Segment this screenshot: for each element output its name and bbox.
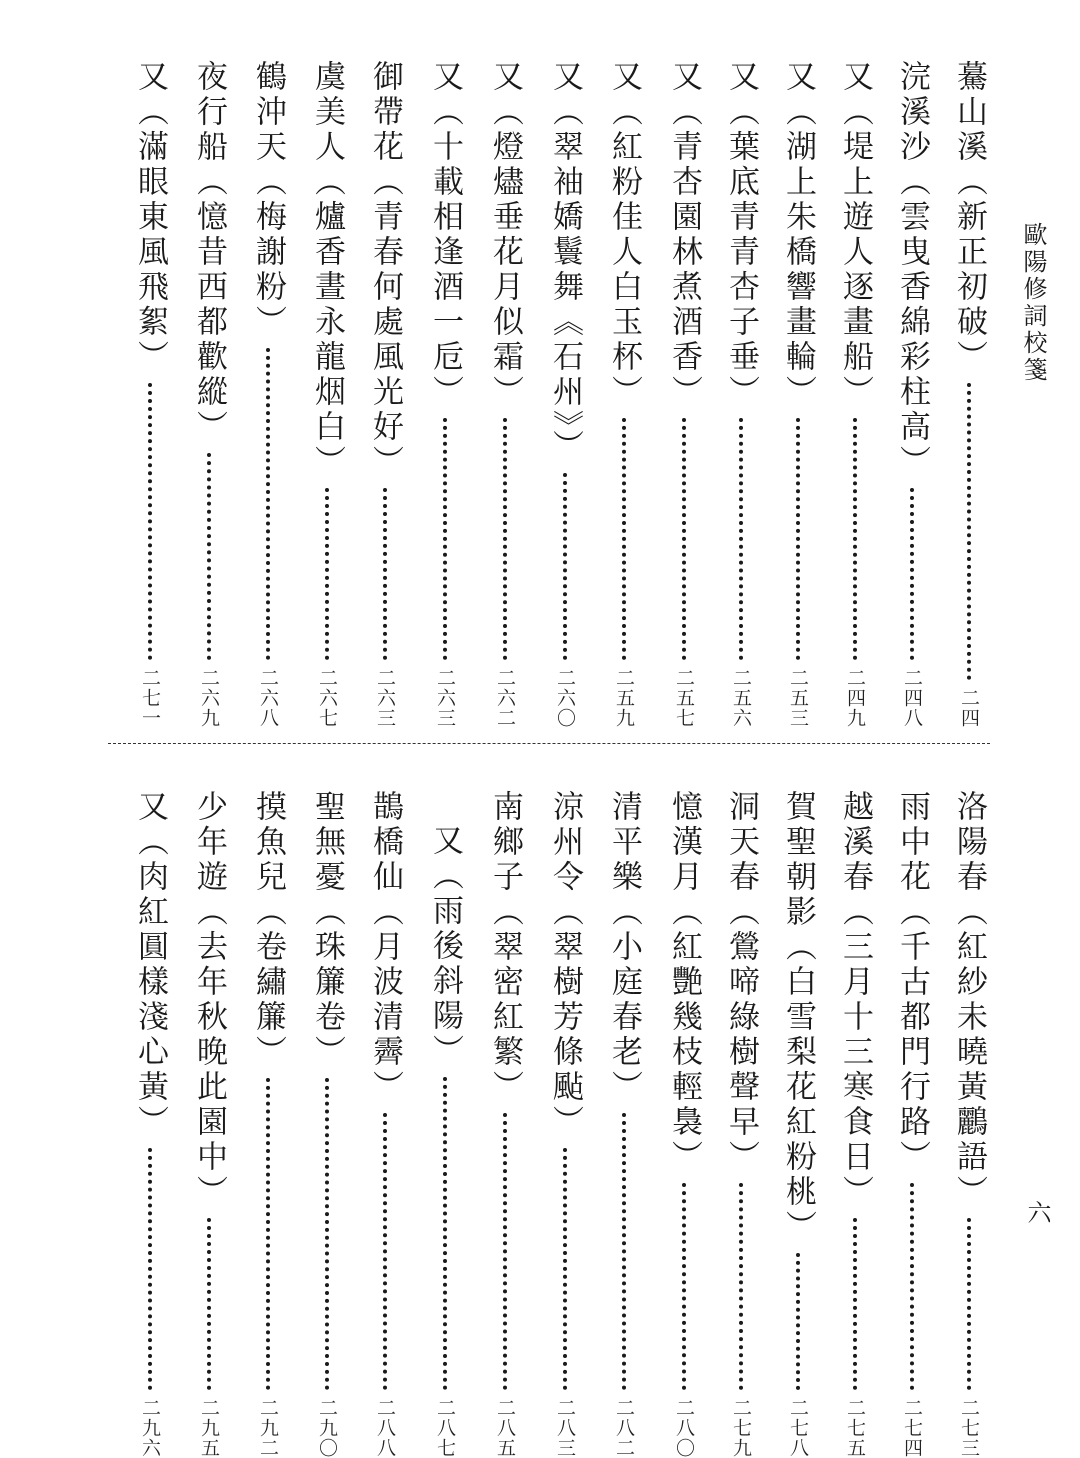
toc-entry-page: 二九五 [198,1398,220,1458]
dot-leader [266,1078,270,1390]
toc-entry [304,60,350,728]
toc-entry-page: 二七三 [958,1398,980,1458]
toc-entry-title: 鵲橋仙（月波清霽） [367,790,403,1105]
dot-leader [682,418,686,660]
toc-entry-title: 清平樂（小庭春老） [606,790,642,1105]
toc-entry-page: 二四九 [844,668,866,728]
toc-entry-title: 賀聖朝影（白雪梨花紅粉桃） [780,790,816,1245]
dot-leader [796,418,800,660]
toc-entry [775,60,821,728]
dot-leader [207,1218,211,1390]
toc-entry-page: 二八五 [494,1398,516,1458]
toc-entry-title: 又（十載相逢酒一卮） [427,60,463,410]
toc-entry [775,790,821,1458]
toc-entry-title: 又（翠袖嬌鬟舞《石州》） [547,60,583,465]
dot-leader [563,473,567,661]
dot-leader [148,1148,152,1390]
toc-entry [186,60,232,728]
toc-entry-page: 二七四 [901,1398,923,1458]
toc-entry [422,790,468,1458]
toc-entry [889,60,935,728]
toc-entry [186,790,232,1458]
dot-leader [443,418,447,660]
toc-entry-page: 二八〇 [673,1398,695,1458]
toc-entry [889,790,935,1458]
toc-entry [718,790,764,1458]
toc-entry-title: 涼州令（翠樹芳條颭） [547,790,583,1140]
dot-leader [266,348,270,660]
toc-entry-page: 二九〇 [316,1398,338,1458]
running-title: 歐陽修詞校箋 [1019,222,1047,384]
toc-entry-page: 二六〇 [554,668,576,728]
toc-entry-title: 鶴沖天（梅謝粉） [250,60,286,340]
toc-entry [362,60,408,728]
section-divider [108,743,990,744]
toc-entry [245,790,291,1458]
dot-leader [207,453,211,660]
toc-entry-title: 夜行船（憶昔西都歡縱） [191,60,227,445]
toc-entry-page: 二六三 [374,668,396,728]
dot-leader [853,1218,857,1390]
toc-entry-title: 聖無憂（珠簾卷） [309,790,345,1070]
toc-entry [661,790,707,1458]
toc-entry-page: 二五三 [787,668,809,728]
toc-entry-title: 虞美人（爐香晝永龍烟白） [309,60,345,480]
dot-leader [503,1113,507,1390]
toc-entry-title: 又（葉底青青杏子垂） [723,60,759,410]
dot-leader [563,1148,567,1390]
toc-entry-page: 二七八 [787,1398,809,1458]
toc-entry [482,60,528,728]
toc-entry-page: 二七五 [844,1398,866,1458]
toc-entry-page: 二八二 [613,1398,635,1458]
toc-entry [127,790,173,1458]
toc-entry-title: 又（堤上遊人逐畫船） [837,60,873,410]
toc-entry [946,790,992,1458]
dot-leader [503,418,507,660]
toc-entry-page: 二九六 [139,1398,161,1458]
toc-entry-page: 二六三 [434,668,456,728]
toc-entry-title: 浣溪沙（雲曳香綿彩柱高） [894,60,930,480]
toc-entry-title: 越溪春（三月十三寒食日） [837,790,873,1210]
toc-entry-title: 雨中花（千古都門行路） [894,790,930,1175]
dot-leader [622,418,626,660]
dot-leader [967,1218,971,1390]
dot-leader [622,1113,626,1390]
toc-entry [946,60,992,728]
toc-entry-title: 憶漢月（紅艷幾枝輕裊） [666,790,702,1175]
dot-leader [967,383,971,680]
toc-entry-page: 二八七 [434,1398,456,1458]
toc-entry [601,790,647,1458]
toc-entry-title: 又（湖上朱橋響畫輪） [780,60,816,410]
toc-entry-page: 二六八 [257,668,279,728]
toc-entry [362,790,408,1458]
dot-leader [739,418,743,660]
dot-leader [682,1183,686,1390]
page-number: 六 [1023,1200,1051,1224]
toc-entry [542,60,588,728]
dot-leader [796,1253,800,1390]
toc-entry-page: 二四八 [901,668,923,728]
toc-entry-title: 又（青杏園林煮酒香） [666,60,702,410]
toc-entry-page: 二九二 [257,1398,279,1458]
dot-leader [325,1078,329,1390]
toc-entry [718,60,764,728]
toc-entry [245,60,291,728]
toc-entry [661,60,707,728]
toc-entry-page: 二八三 [554,1398,576,1458]
dot-leader [910,488,914,660]
toc-entry-page: 二五六 [730,668,752,728]
toc-entry-page: 二六二 [494,668,516,728]
dot-leader [383,488,387,660]
toc-entry-title: 少年遊（去年秋晚此園中） [191,790,227,1210]
dot-leader [148,383,152,660]
toc-entry-title: 又（燈燼垂花月似霜） [487,60,523,410]
toc-entry-page: 二四 [958,688,980,728]
dot-leader [443,1077,447,1390]
toc-entry-title: 又（紅粉佳人白玉杯） [606,60,642,410]
toc-entry [127,60,173,728]
toc-entry-title: 又（雨後斜陽） [427,824,463,1069]
toc-entry-title: 又（肉紅圓樣淺心黃） [132,790,168,1140]
toc-entry-page: 二七九 [730,1398,752,1458]
toc-entry-page: 二七一 [139,668,161,728]
toc-entry-page: 二六七 [316,668,338,728]
dot-leader [383,1113,387,1390]
toc-entry-title: 洞天春（鶯啼綠樹聲早） [723,790,759,1175]
toc-entry [832,60,878,728]
toc-entry [542,790,588,1458]
toc-entry-page: 二八八 [374,1398,396,1458]
toc-entry-page: 二五七 [673,668,695,728]
dot-leader [325,488,329,660]
toc-entry-page: 二五九 [613,668,635,728]
toc-entry-title: 摸魚兒（卷繡簾） [250,790,286,1070]
toc-entry-title: 南鄉子（翠密紅繁） [487,790,523,1105]
toc-entry-title: 御帶花（青春何處風光好） [367,60,403,480]
toc-entry [832,790,878,1458]
toc-entry [482,790,528,1458]
dot-leader [910,1183,914,1390]
dot-leader [853,418,857,660]
toc-entry-title: 洛陽春（紅紗未曉黃鸝語） [951,790,987,1210]
toc-entry [422,60,468,728]
dot-leader [739,1183,743,1390]
toc-entry [304,790,350,1458]
toc-entry-title: 又（滿眼東風飛絮） [132,60,168,375]
toc-entry-title: 驀山溪（新正初破） [951,60,987,375]
toc-entry [601,60,647,728]
toc-entry-page: 二六九 [198,668,220,728]
